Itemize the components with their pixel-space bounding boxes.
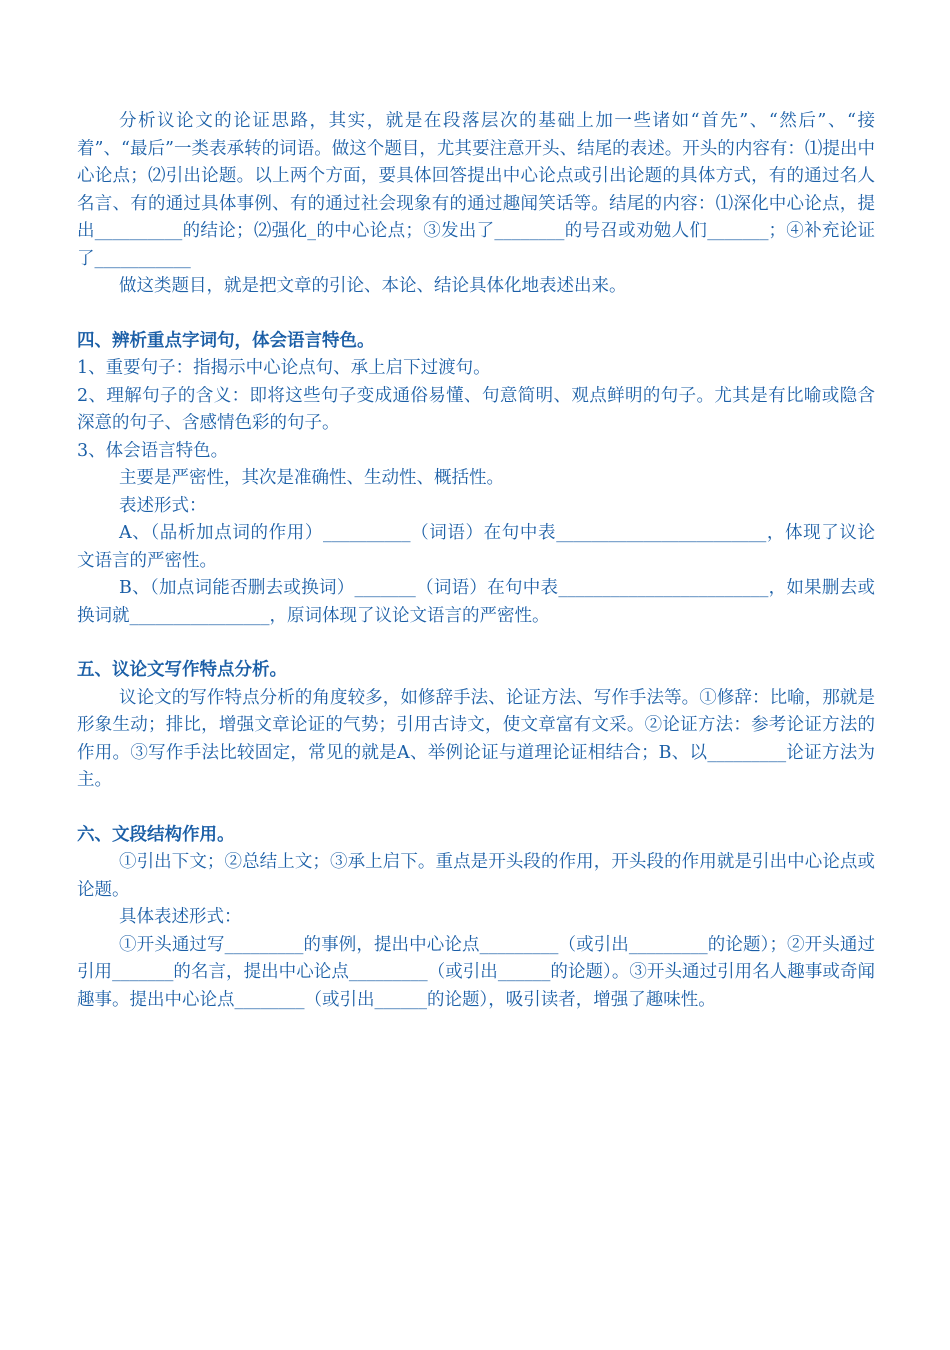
spacer xyxy=(77,795,875,822)
section3-paragraph-1: 分析议论文的论证思路，其实，就是在段落层次的基础上加一些诸如“首先”、“然后”、“接着”、“最后”一类表承转的词语。做这个题目，尤其要注意开头、结尾的表述。开头的内容有：⑴提出中心论点；⑵引出论题。以上两个方面，要具体回答提出中心论点或引出论题的具体方式，有的通过名人名言、有的通过具体事例、有的通过社会现象有的通过趣闻笑话等。结尾的内容：⑴深化中心论点，提出__________的结论；⑵强化_的中心论点；③发出了________的号召或劝勉人们_______；④补充论证了___________ xyxy=(77,111,875,269)
document-page xyxy=(77,108,875,1014)
section3-paragraph-2: 做这类题目，就是把文章的引论、本论、结论具体化地表述出来。 xyxy=(119,276,627,296)
section4-line-a: 主要是严密性，其次是准确性、生动性、概括性。 xyxy=(119,468,504,488)
spacer xyxy=(77,630,875,657)
section6-paragraph-3: ①开头通过写_________的事例，提出中心论点_________（或引出_________的论题）；②开头通过引用_______的名言，提出中心论点_________（或引出______的论题）。③开头通过引用名人趣事或奇闻趣事。提出中心论点________（或引出______的论题），吸引读者，增强了趣味性。 xyxy=(77,934,875,1010)
section4-heading: 四、辨析重点字词句，体会语言特色。 xyxy=(77,330,375,351)
section6-paragraph-1: ①引出下文；②总结上文；③承上启下。重点是开头段的作用，开头段的作用就是引出中心论点或论题。 xyxy=(77,852,875,900)
section4-form-a: A、（品析加点词的作用）__________（词语）在句中表________________________，体现了议论文语言的严密性。 xyxy=(77,523,875,571)
section4-item-2: 2、理解句子的含义：即将这些句子变成通俗易懂、句意简明、观点鲜明的句子。尤其是有比喻或隐含深意的句子、含感情色彩的句子。 xyxy=(77,385,875,433)
section4-item-1: 1、重要句子：指揭示中心论点句、承上启下过渡句。 xyxy=(77,358,491,378)
spacer xyxy=(77,301,875,328)
section4-item-3: 3、体会语言特色。 xyxy=(77,440,229,461)
section4-form-b: B、（加点词能否删去或换词）_______（词语）在句中表________________________，如果删去或换词就________________，原词体现了议论文语言的严密性。 xyxy=(77,578,875,626)
section6-heading: 六、文段结构作用。 xyxy=(77,824,235,845)
section6-paragraph-2: 具体表述形式： xyxy=(119,907,242,927)
section5-heading: 五、议论文写作特点分析。 xyxy=(77,660,287,680)
section4-line-b: 表述形式： xyxy=(119,495,207,516)
section5-paragraph: 议论文的写作特点分析的角度较多，如修辞手法、论证方法、写作手法等。①修辞：比喻，那就是形象生动；排比，增强文章论证的气势；引用古诗文，使文章富有文采。②论证方法：参考论证方法的作用。③写作手法比较固定，常见的就是A、举例论证与道理论证相结合；B、以_________论证方法为主。 xyxy=(77,687,875,790)
